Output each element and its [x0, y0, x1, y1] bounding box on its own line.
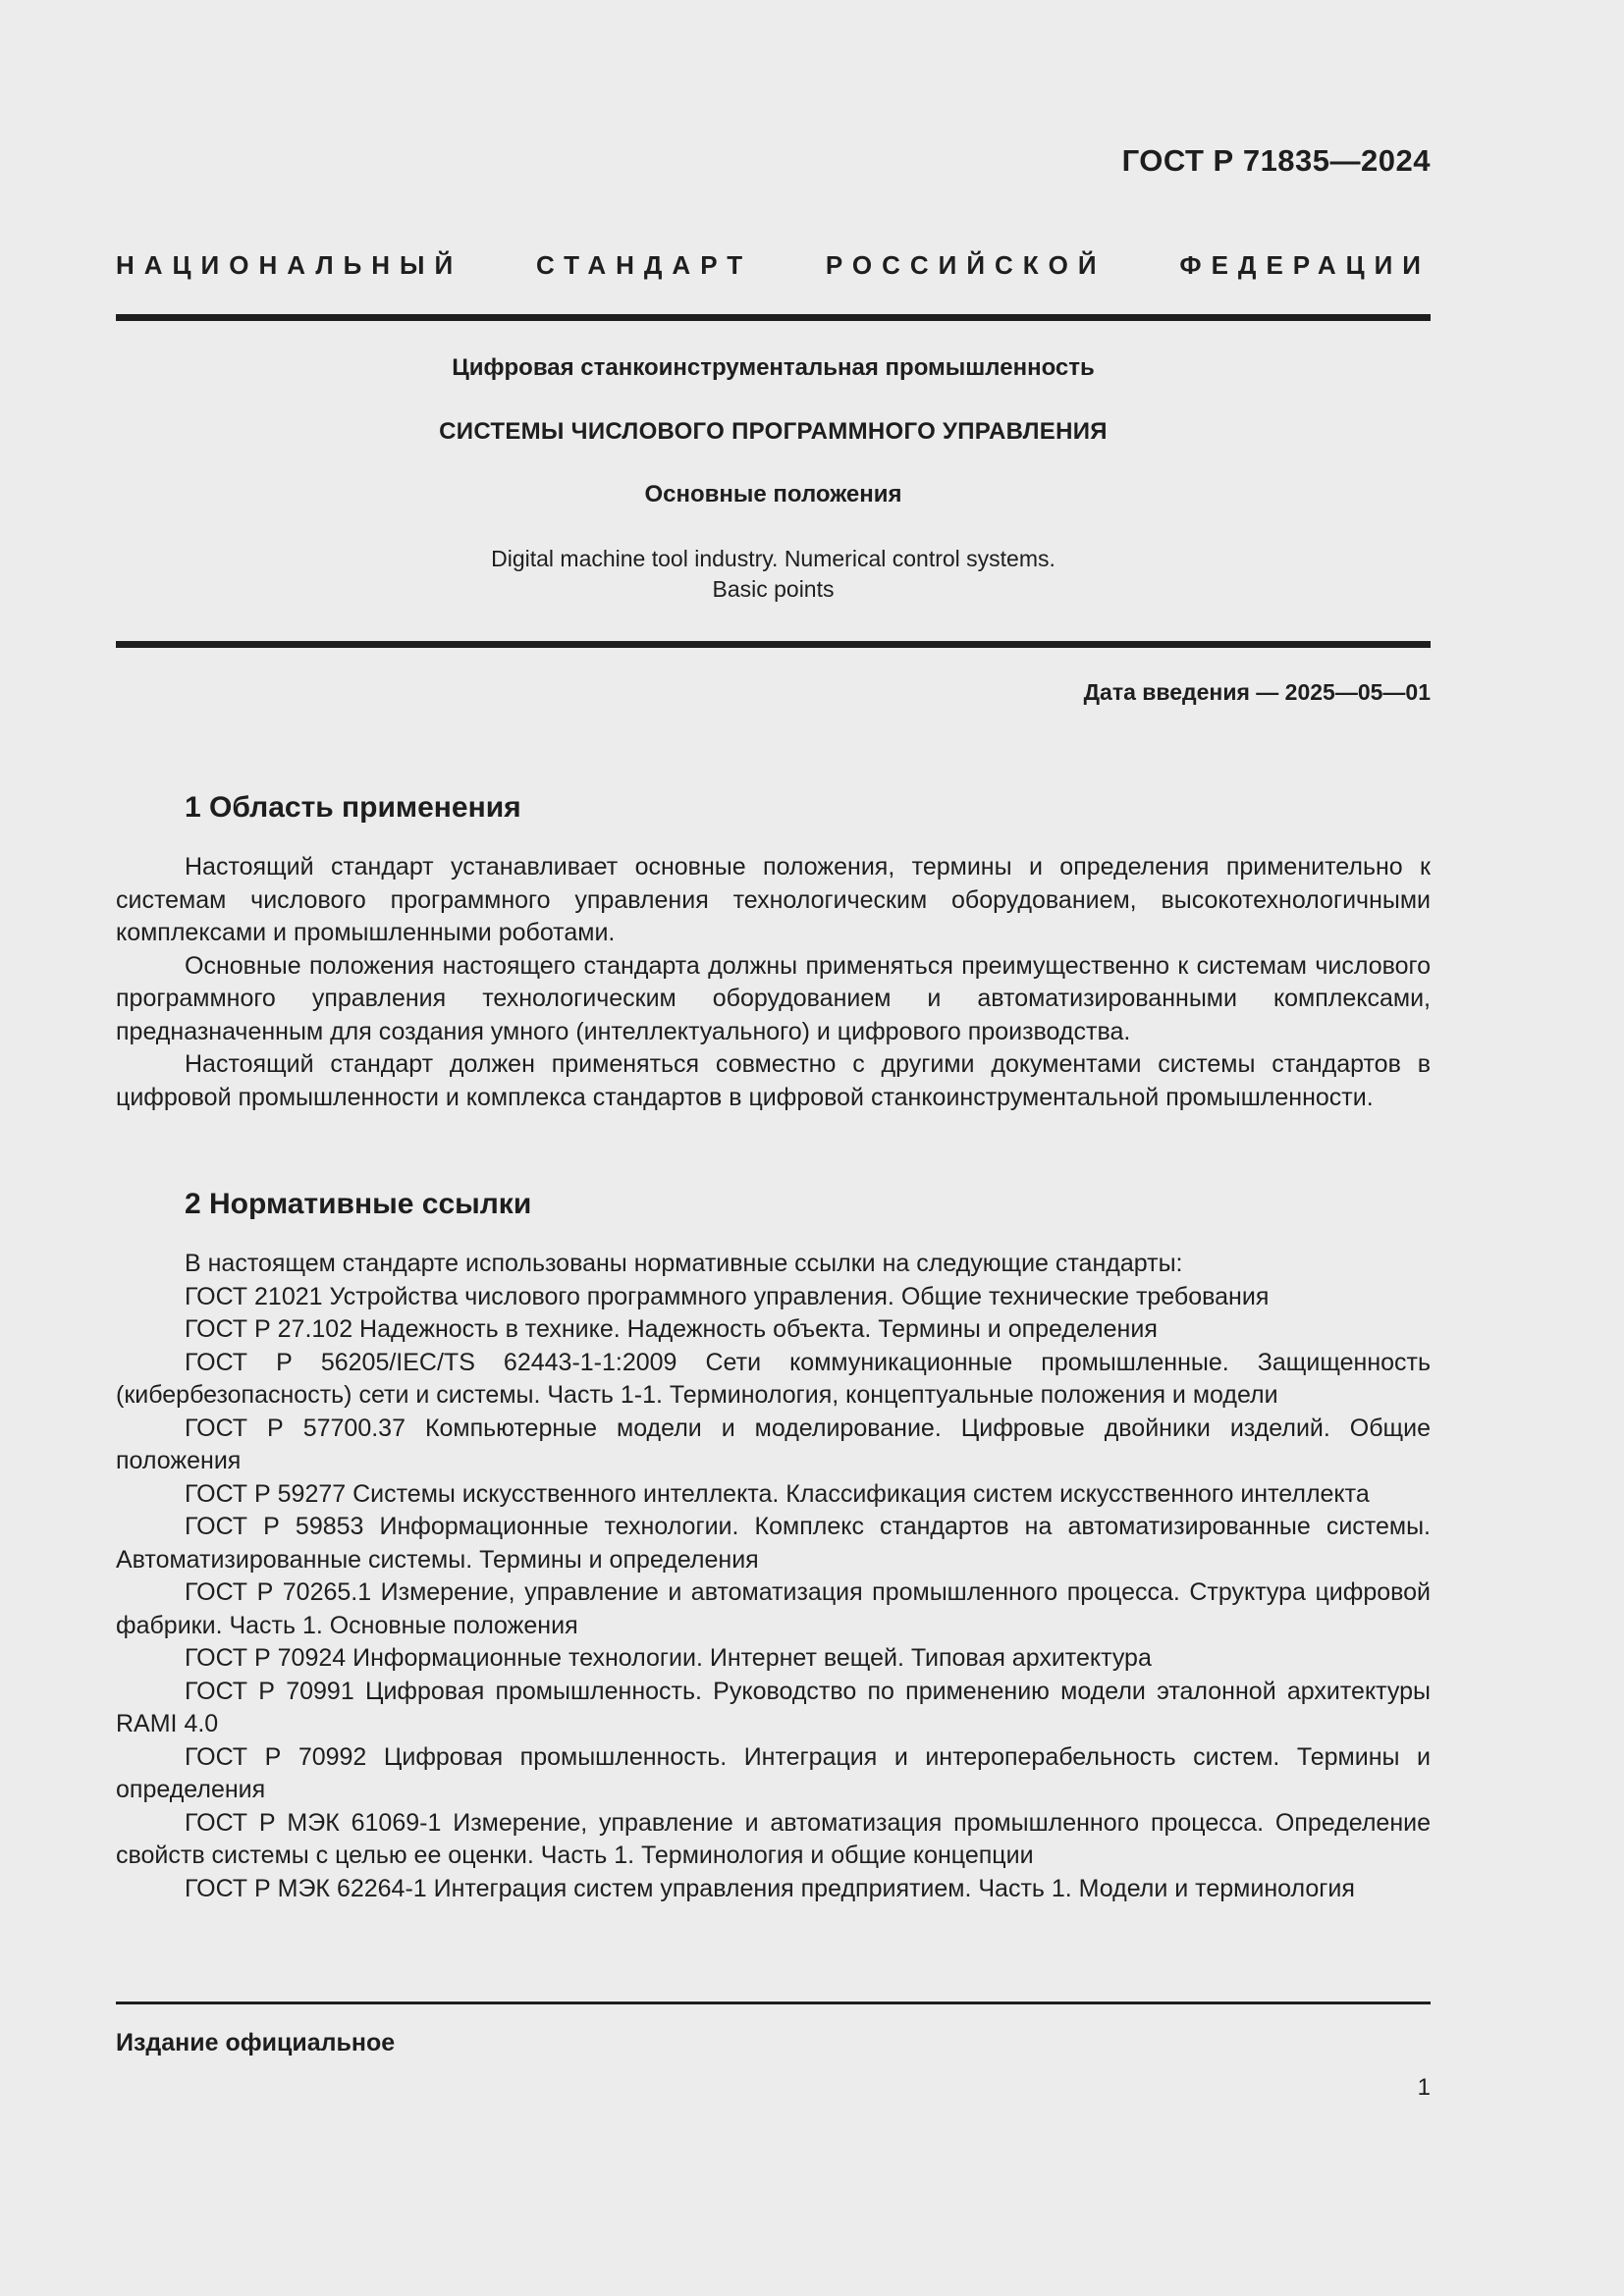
official-edition-label: Издание официальное	[116, 2029, 396, 2056]
footer-rule	[116, 2002, 1431, 2004]
title-line-1: Цифровая станкоинструментальная промышленность	[452, 354, 1095, 381]
reference-item: ГОСТ 21021 Устройства числового программного управления. Общие технические требования	[185, 1282, 1270, 1310]
title-line-2: СИСТЕМЫ ЧИСЛОВОГО ПРОГРАММНОГО УПРАВЛЕНИЯ	[439, 418, 1108, 445]
section-1-heading: 1 Область применения	[185, 791, 521, 824]
reference-item: ГОСТ Р 70924 Информационные технологии. Интернет вещей. Типовая архитектура	[185, 1644, 1152, 1672]
reference-item: ГОСТ Р 59277 Системы искусственного интеллекта. Классификация систем искусственного интеллекта	[185, 1479, 1370, 1508]
reference-item: ГОСТ Р 70992 Цифровая промышленность. Интеграция и интероперабельность систем. Термины и определения	[116, 1742, 1431, 1803]
introduction-date: Дата введения — 2025—05—01	[1083, 679, 1431, 705]
section-2-heading: 2 Нормативные ссылки	[185, 1188, 532, 1220]
title-line-3: Основные положения	[644, 481, 902, 507]
section-1-paragraph: Основные положения настоящего стандарта должны применяться преимущественно к системам числового программного управления технологическим оборудованием и автоматизированными комплексами, предназначенным для создания умного (интеллектуального) и цифрового производства.	[116, 951, 1431, 1045]
reference-item: ГОСТ Р МЭК 61069-1 Измерение, управление и автоматизация промышленного процесса. Определение свойств системы с целью ее оценки. Часть 1. Терминология и общие концепции	[116, 1808, 1431, 1869]
english-title	[116, 544, 1431, 605]
english-title-line-2: Basic points	[712, 576, 835, 602]
page-number: 1	[1417, 2074, 1431, 2101]
title-bottom-rule	[116, 641, 1431, 648]
english-title-line-1: Digital machine tool industry. Numerical control systems.	[491, 546, 1056, 571]
reference-item: ГОСТ Р 70265.1 Измерение, управление и автоматизация промышленного процесса. Структура цифровой фабрики. Часть 1. Основные положения	[116, 1578, 1431, 1639]
top-rule	[116, 314, 1431, 321]
standard-designation: ГОСТ Р 71835—2024	[1121, 143, 1431, 178]
section-2-body	[116, 1248, 1431, 1905]
reference-item: ГОСТ Р 70991 Цифровая промышленность. Руководство по применению модели эталонной архитектуры RAMI 4.0	[116, 1677, 1431, 1737]
reference-item: ГОСТ Р 59853 Информационные технологии. Комплекс стандартов на автоматизированные системы. Автоматизированные системы. Термины и определения	[116, 1513, 1431, 1574]
section-2-intro: В настоящем стандарте использованы нормативные ссылки на следующие стандарты:	[185, 1250, 1183, 1277]
reference-item: ГОСТ Р 57700.37 Компьютерные модели и моделирование. Цифровые двойники изделий. Общие положения	[116, 1414, 1431, 1474]
section-1-paragraph: Настоящий стандарт устанавливает основные положения, термины и определения применительно к системам числового программного управления технологическим оборудованием, высокотехнологичными комплексами и промышленными роботами.	[116, 853, 1431, 946]
reference-item: ГОСТ Р МЭК 62264-1 Интеграция систем управления предприятием. Часть 1. Модели и терминология	[185, 1874, 1355, 1902]
section-1-paragraph: Настоящий стандарт должен применяться совместно с другими документами системы стандартов в цифровой промышленности и комплекса стандартов в цифровой станкоинструментальной промышленности.	[116, 1050, 1431, 1111]
section-1-body	[116, 851, 1431, 1114]
reference-item: ГОСТ Р 27.102 Надежность в технике. Надежность объекта. Термины и определения	[185, 1315, 1158, 1343]
reference-item: ГОСТ Р 56205/IEC/TS 62443-1-1:2009 Сети коммуникационные промышленные. Защищенность (кибербезопасность) сети и системы. Часть 1-1. Терминология, концептуальные положения и модели	[116, 1348, 1431, 1409]
national-standard-banner: НАЦИОНАЛЬНЫЙ СТАНДАРТ РОССИЙСКОЙ ФЕДЕРАЦИИ	[116, 250, 1431, 280]
